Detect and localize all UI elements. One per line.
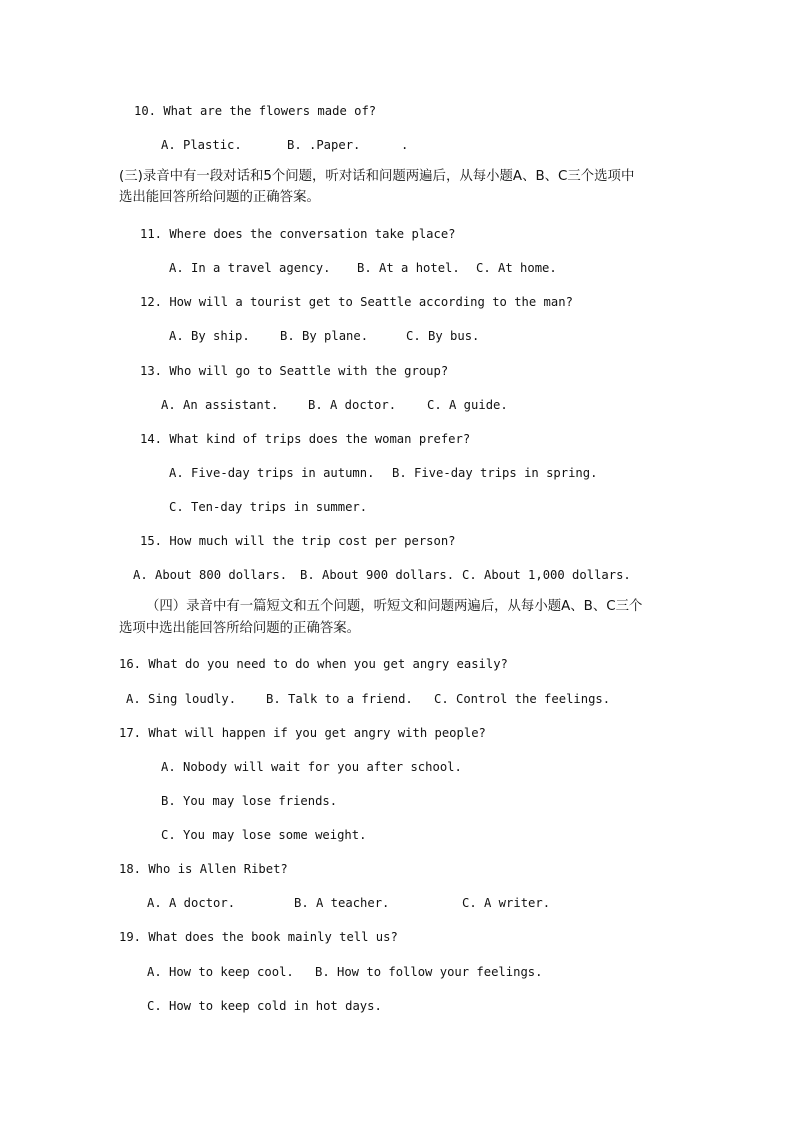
option-a: A. How to keep cool.	[147, 965, 294, 979]
option-c: C. You may lose some weight.	[161, 828, 367, 842]
option-b: B. .Paper.	[287, 138, 361, 152]
option-c: .	[401, 138, 409, 152]
section-instruction-line-1: （四）录音中有一篇短文和五个问题，听短文和问题两遍后，从每小题A、B、C三个	[146, 599, 643, 614]
section-instruction-line-1: (三)录音中有一段对话和5个问题，听对话和问题两遍后，从每小题A、B、C三个选项中	[119, 169, 635, 184]
question-text: 11. Where does the conversation take place?	[140, 227, 456, 241]
option-c: C. Ten-day trips in summer.	[169, 500, 368, 514]
option-c: C. A writer.	[462, 896, 551, 910]
option-a: A. About 800 dollars.	[133, 568, 288, 582]
option-b: B. A teacher.	[294, 896, 390, 910]
option-b: B. Five-day trips in spring.	[392, 466, 598, 480]
option-a: A. Five-day trips in autumn.	[169, 466, 375, 480]
question-text: 19. What does the book mainly tell us?	[119, 930, 398, 944]
question-text: 17. What will happen if you get angry with people?	[119, 726, 486, 740]
option-b: B. About 900 dollars.	[300, 568, 455, 582]
option-b: B. A doctor.	[308, 398, 397, 412]
option-a: A. A doctor.	[147, 896, 236, 910]
question-text: 15. How much will the trip cost per person?	[140, 534, 456, 548]
question-text: 14. What kind of trips does the woman prefer?	[140, 432, 471, 446]
option-b: B. Talk to a friend.	[266, 692, 413, 706]
option-b: B. At a hotel.	[357, 261, 460, 275]
section-instruction-line-2: 选项中选出能回答所给问题的正确答案。	[119, 621, 361, 636]
option-a: A. Plastic.	[161, 138, 242, 152]
question-text: 18. Who is Allen Ribet?	[119, 862, 288, 876]
option-a: A. By ship.	[169, 329, 250, 343]
option-a: A. An assistant.	[161, 398, 279, 412]
option-c: C. How to keep cold in hot days.	[147, 999, 382, 1013]
question-text: 12. How will a tourist get to Seattle according to the man?	[140, 295, 573, 309]
option-a: A. Nobody will wait for you after school.	[161, 760, 462, 774]
section-instruction-line-2: 选出能回答所给问题的正确答案。	[119, 190, 320, 205]
question-text: 10. What are the flowers made of?	[134, 104, 377, 118]
option-b: B. How to follow your feelings.	[315, 965, 543, 979]
question-text: 13. Who will go to Seattle with the group?	[140, 364, 449, 378]
option-c: C. At home.	[476, 261, 557, 275]
option-b: B. You may lose friends.	[161, 794, 338, 808]
option-a: A. In a travel agency.	[169, 261, 331, 275]
option-b: B. By plane.	[280, 329, 369, 343]
option-c: C. About 1,000 dollars.	[462, 568, 631, 582]
option-a: A. Sing loudly.	[126, 692, 237, 706]
question-text: 16. What do you need to do when you get angry easily?	[119, 657, 508, 671]
option-c: C. Control the feelings.	[434, 692, 611, 706]
option-c: C. By bus.	[406, 329, 480, 343]
option-c: C. A guide.	[427, 398, 508, 412]
